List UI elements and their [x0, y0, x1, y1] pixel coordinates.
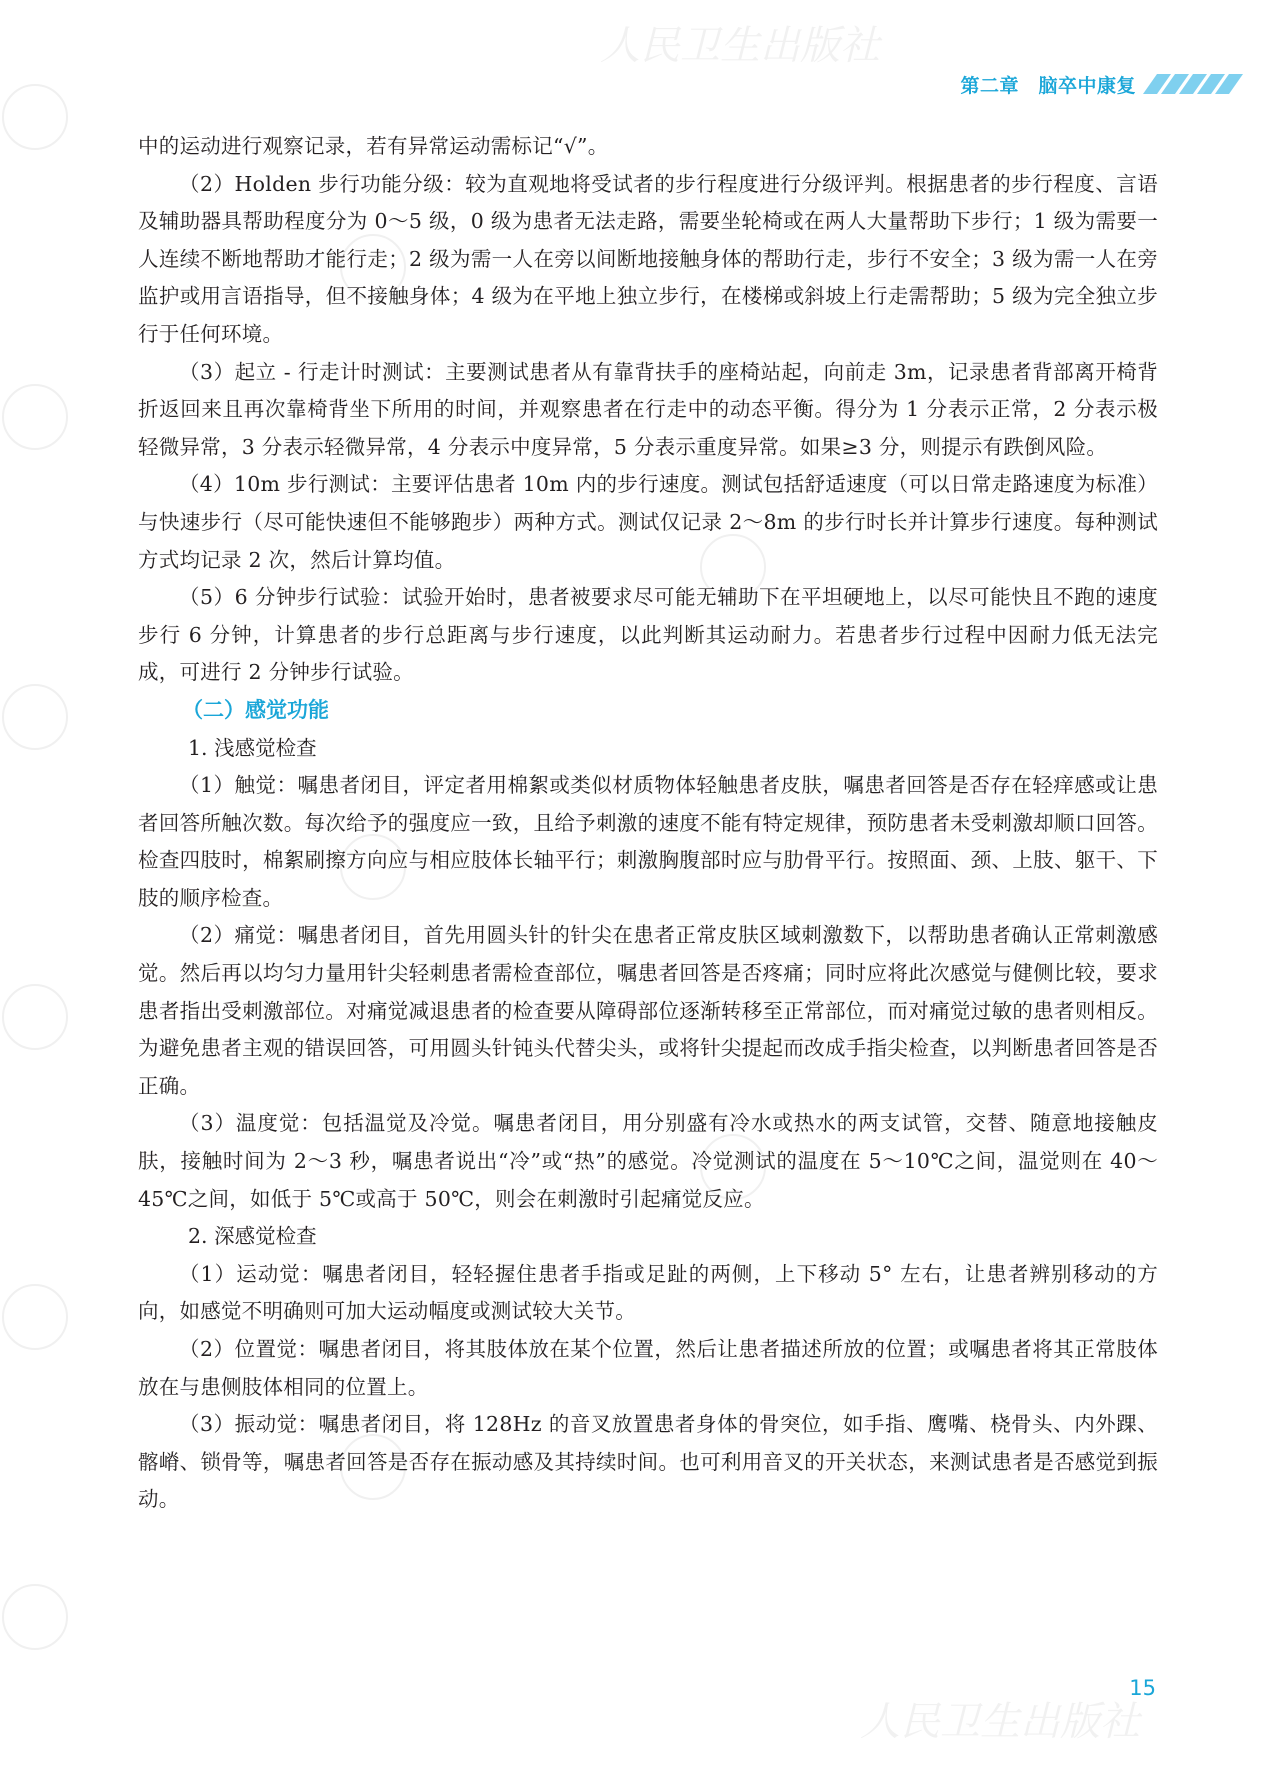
paragraph-kinesthesia: （1）运动觉：嘱患者闭目，轻轻握住患者手指或足趾的两侧，上下移动 5° 左右，让患者辨别移动的方向，如感觉不明确则可加大运动幅度或测试较大关节。 — [138, 1261, 1158, 1324]
paragraph-position-sense: （2）位置觉：嘱患者闭目，将其肢体放在某个位置，然后让患者描述所放的位置；或嘱患者将其正常肢体放在与患侧肢体相同的位置上。 — [138, 1337, 1158, 1399]
paragraph-6-minute-walk: （5）6 分钟步行试验：试验开始时，患者被要求尽可能无辅助下在平坦硬地上，以尽可能快且不跑的速度步行 6 分钟，计算患者的步行总距离与步行速度，以此判断其运动耐力。若患者步行过程中因耐力低无法完成，可进行 2 分钟步行试验。 — [138, 585, 1158, 685]
page-number: 15 — [1129, 1676, 1156, 1700]
subsection-heading: 1. 浅感觉检查 — [188, 735, 317, 760]
section-heading: （二）感觉功能 — [182, 697, 329, 722]
watermark-logo — [2, 1584, 68, 1650]
watermark-logo — [2, 684, 68, 750]
page-body — [138, 128, 1158, 1519]
watermark-logo — [2, 384, 68, 450]
paragraph-timed-up-and-go: （3）起立 - 行走计时测试：主要测试患者从有靠背扶手的座椅站起，向前走 3m，记录患者背部离开椅背折返回来且再次靠椅背坐下所用的时间，并观察患者在行走中的动态平衡。得分为 1 分表示正常，2 分表示极轻微异常，3 分表示轻微异常，4 分表示中度异常，5 分表示重度异常。如果≥3 分，则提示有跌倒风险。 — [138, 359, 1158, 459]
paragraph-pain: （2）痛觉：嘱患者闭目，首先用圆头针的针尖在患者正常皮肤区域刺激数下，以帮助患者确认正常刺激感觉。然后再以均匀力量用针尖轻刺患者需检查部位，嘱患者回答是否疼痛；同时应将此次感觉与健侧比较，要求患者指出受刺激部位。对痛觉减退患者的检查要从障碍部位逐渐转移至正常部位，而对痛觉过敏的患者则相反。为避免患者主观的错误回答，可用圆头针钝头代替尖头，或将针尖提起而改成手指尖检查，以判断患者回答是否正确。 — [138, 923, 1158, 1098]
watermark-text: 人民卫生出版社 — [600, 23, 880, 69]
paragraph-holden-classification: （2）Holden 步行功能分级：较为直观地将受试者的步行程度进行分级评判。根据患者的步行程度、言语及辅助器具帮助程度分为 0～5 级，0 级为患者无法走路，需要坐轮椅或在两人大量帮助下步行；1 级为需要一人连续不断地帮助才能行走；2 级为需一人在旁以间断地接触身体的帮助行走，步行不安全；3 级为需一人在旁监护或用言语指导，但不接触身体；4 级为在平地上独立步行，在楼梯或斜坡上行走需帮助；5 级为完全独立步行于任何环境。 — [138, 171, 1158, 346]
watermark-logo — [2, 984, 68, 1050]
watermark-logo — [2, 1284, 68, 1350]
paragraph-10m-walk-test: （4）10m 步行测试：主要评估患者 10m 内的步行速度。测试包括舒适速度（可以日常走路速度为标准）与快速步行（尽可能快速但不能够跑步）两种方式。测试仅记录 2～8m 的步行时长并计算步行速度。每种测试方式均记录 2 次，然后计算均值。 — [138, 472, 1158, 572]
paragraph-vibration-sense: （3）振动觉：嘱患者闭目，将 128Hz 的音叉放置患者身体的骨突位，如手指、鹰嘴、桡骨头、内外踝、髂嵴、锁骨等，嘱患者回答是否存在振动感及其持续时间。也可利用音叉的开关状态，来测试患者是否感觉到振动。 — [138, 1412, 1158, 1512]
subsection-heading: 2. 深感觉检查 — [188, 1224, 317, 1249]
watermark-logo — [2, 84, 68, 150]
paragraph: 中的运动进行观察记录，若有异常运动需标记“√”。 — [138, 134, 609, 158]
header-stripes-decoration — [1146, 74, 1236, 94]
paragraph-touch: （1）触觉：嘱患者闭目，评定者用棉絮或类似材质物体轻触患者皮肤，嘱患者回答是否存在轻痒感或让患者回答所触次数。每次给予的强度应一致，且给予刺激的速度不能有特定规律，预防患者未受刺激却顺口回答。检查四肢时，棉絮刷擦方向应与相应肢体长轴平行；刺激胸腹部时应与肋骨平行。按照面、颈、上肢、躯干、下肢的顺序检查。 — [138, 773, 1158, 910]
chapter-title: 第二章 脑卒中康复 — [960, 74, 1136, 97]
paragraph-temperature: （3）温度觉：包括温觉及冷觉。嘱患者闭目，用分别盛有冷水或热水的两支试管，交替、随意地接触皮肤，接触时间为 2～3 秒，嘱患者说出“冷”或“热”的感觉。冷觉测试的温度在 5～10℃之间，温觉则在 40～45℃之间，如低于 5℃或高于 50℃，则会在刺激时引起痛觉反应。 — [138, 1111, 1158, 1211]
watermark-text: 人民卫生出版社 — [860, 1699, 1140, 1745]
chapter-header — [960, 70, 1236, 98]
